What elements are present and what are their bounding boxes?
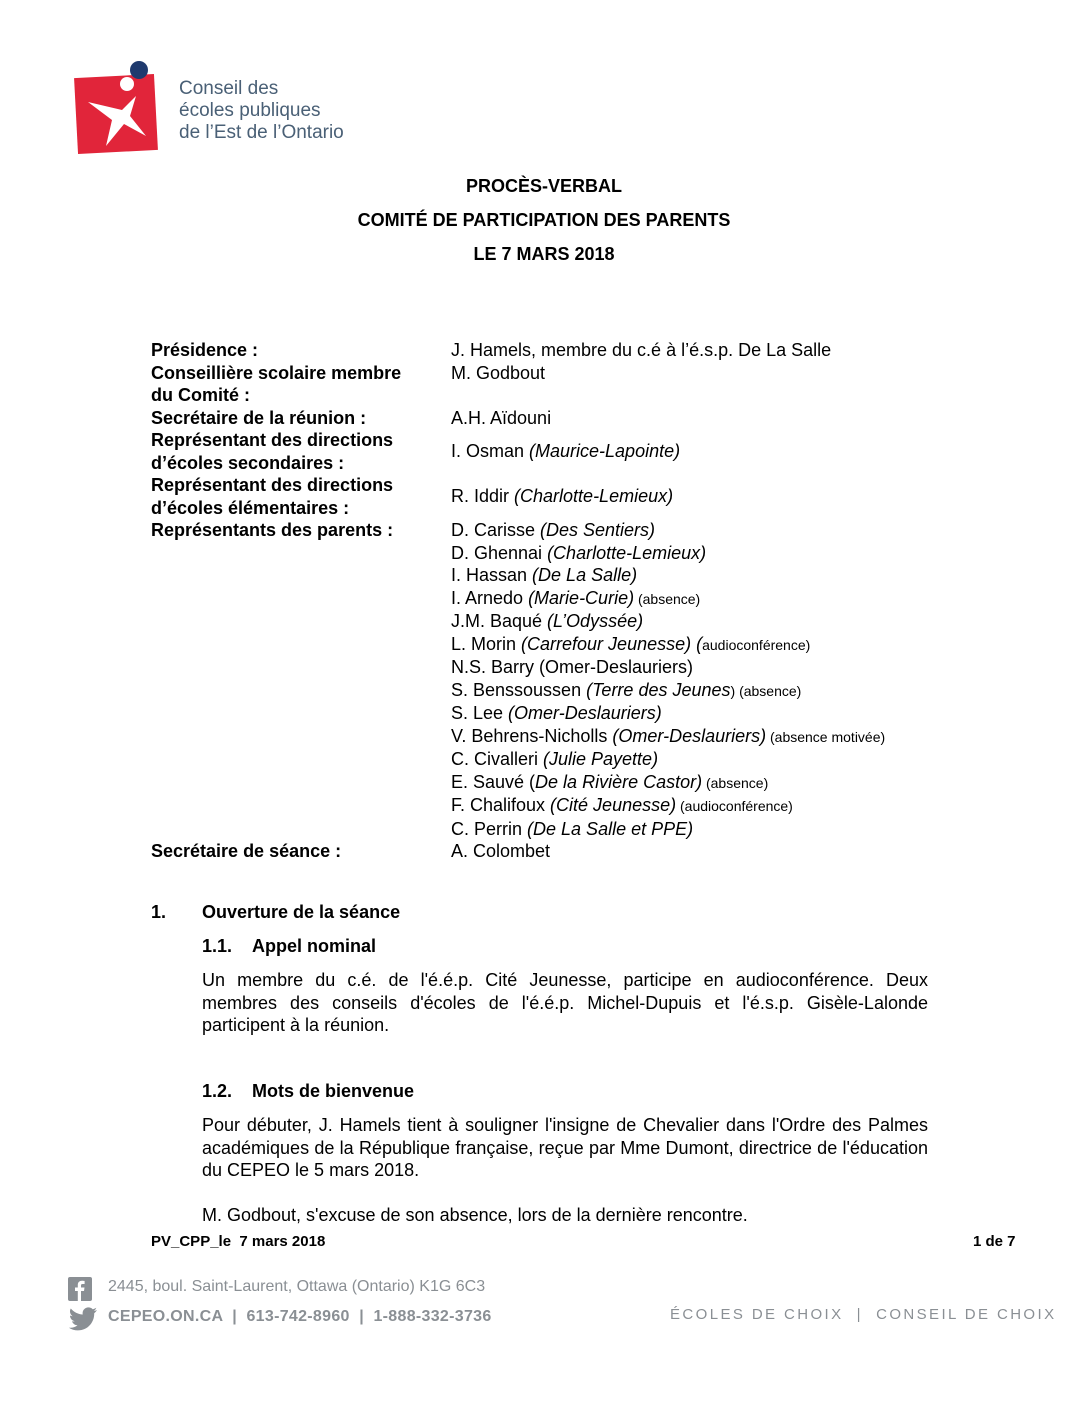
- school-name: (Des Sentiers): [540, 520, 656, 540]
- person-name: D. Carisse: [451, 520, 541, 540]
- roster-value: A. Colombet: [451, 841, 551, 861]
- roster-label-line: Conseillière scolaire membre: [151, 362, 402, 383]
- person-name: I. Arnedo: [451, 587, 529, 608]
- footer-contact: CEPEO.ON.CA | 613-742-8960 | 1-888-332-3736: [108, 1308, 492, 1325]
- roster-label-line: du Comité :: [151, 385, 250, 405]
- parent-representative: [451, 679, 885, 703]
- school-name: De la Rivière Castor): [535, 771, 703, 792]
- letterhead-footer: [66, 1276, 1086, 1336]
- parent-representative: [451, 564, 885, 587]
- facebook-icon[interactable]: [68, 1277, 92, 1301]
- logo-line-3: de l’Est de l’Ontario: [179, 122, 344, 143]
- school-name: (De La Salle et PPE): [527, 818, 694, 839]
- attendance-note: (audioconférence): [676, 798, 793, 814]
- person-name: C. Civalleri: [451, 749, 544, 769]
- logo-line-2: écoles publiques: [179, 100, 321, 121]
- roster-label: [151, 362, 451, 407]
- parent-representative: [451, 633, 885, 657]
- doc-title: PROCÈS-VERBAL: [465, 176, 622, 196]
- person-name: S. Lee: [451, 703, 509, 723]
- parent-representative: [451, 748, 885, 771]
- parent-representative: [451, 702, 885, 725]
- parent-representative: [451, 610, 885, 633]
- roster-label: Présidence :: [151, 340, 259, 360]
- cepeo-logo: [74, 60, 374, 155]
- person-name: V. Behrens-Nicholls: [451, 725, 613, 746]
- roster-value: [451, 485, 673, 508]
- roster-label: [151, 474, 451, 519]
- school-name: (Charlotte-Lemieux): [547, 542, 707, 563]
- school-name: (Maurice-Lapointe): [529, 441, 681, 462]
- attendance-note: (absence): [634, 590, 701, 607]
- paragraph-appel-nominal: Un membre du c.é. de l'é.é.p. Cité Jeunesse, participe en audioconférence. Deux membres des conseils d'écoles de l'é.é.p. Michel-Dupuis et l'é.s.p. Gisèle-Lalonde participent à la réunion.: [202, 970, 928, 1035]
- parent-representative: [451, 725, 885, 749]
- roster-value: A.H. Aïdouni: [451, 407, 552, 428]
- school-name: (Omer-Deslauriers): [508, 703, 662, 723]
- person-name: E. Sauvé (: [451, 771, 536, 792]
- person-name: N.S. Barry (Omer-Deslauriers): [451, 657, 694, 677]
- roster-value: M. Godbout: [451, 362, 546, 383]
- twitter-icon[interactable]: [68, 1307, 98, 1331]
- parent-representative: [451, 542, 885, 565]
- document-id: PV_CPP_le 7 mars 2018: [151, 1233, 326, 1250]
- school-name: (L’Odyssée): [547, 611, 644, 631]
- person-name: L. Morin: [451, 633, 522, 654]
- paragraph-godbout: M. Godbout, s'excuse de son absence, lors de la dernière rencontre.: [202, 1205, 748, 1225]
- parents-list: [451, 519, 885, 840]
- roster-label: [151, 429, 451, 474]
- footer-address: 2445, boul. Saint-Laurent, Ottawa (Ontario) K1G 6C3: [108, 1278, 486, 1295]
- person-name: I. Hassan: [451, 565, 533, 585]
- roster-row-rep-secondaires: [151, 429, 971, 474]
- school-name: (Julie Payette): [543, 749, 659, 769]
- roster-value: [451, 440, 680, 463]
- attendance-roster: [151, 339, 971, 863]
- parent-representative: [451, 771, 885, 795]
- person-name: I. Osman: [451, 441, 530, 462]
- subsection-title: Appel nominal: [252, 936, 377, 956]
- subsection-heading-1-1: [202, 936, 376, 957]
- roster-label: Secrétaire de séance :: [151, 841, 342, 861]
- roster-value: J. Hamels, membre du c.é à l’é.s.p. De La Salle: [451, 340, 832, 360]
- attendance-note: audioconférence): [702, 636, 811, 653]
- roster-label-line: Représentant des directions: [151, 475, 394, 495]
- subsection-heading-1-2: [202, 1081, 414, 1102]
- parent-representative: [451, 818, 885, 841]
- meeting-date: LE 7 MARS 2018: [473, 244, 615, 264]
- person-name: D. Ghennai: [451, 542, 548, 563]
- logo-line-1: Conseil des: [179, 78, 279, 99]
- attendance-note: (absence motivée): [766, 728, 886, 745]
- school-name: (Omer-Deslauriers): [612, 725, 767, 746]
- document-titles: [0, 172, 1088, 274]
- roster-row-conseillere: [151, 362, 971, 407]
- parent-representative: [451, 794, 885, 818]
- footer-slogan: ÉCOLES DE CHOIX | CONSEIL DE CHOIX: [670, 1306, 1057, 1323]
- subsection-number: 1.1.: [202, 936, 233, 956]
- roster-label-line: d’écoles secondaires :: [151, 452, 345, 473]
- page-number: 1 de 7: [973, 1233, 1016, 1250]
- school-name: (Carrefour Jeunesse) (: [521, 633, 703, 654]
- subsection-number: 1.2.: [202, 1081, 233, 1101]
- roster-row-presidence: [151, 339, 971, 362]
- parent-representative: [451, 656, 885, 679]
- person-name: R. Iddir: [451, 486, 515, 507]
- attendance-note: ) (absence): [730, 682, 802, 699]
- roster-label: Représentants des parents :: [151, 520, 394, 540]
- committee-title: COMITÉ DE PARTICIPATION DES PARENTS: [357, 210, 731, 230]
- school-name: (Cité Jeunesse): [550, 795, 677, 815]
- roster-row-parents: [151, 519, 971, 840]
- roster-row-secretaire-seance: [151, 840, 971, 863]
- roster-row-rep-elementaires: [151, 474, 971, 519]
- school-name: (Terre des Jeunes: [586, 679, 731, 700]
- roster-label: Secrétaire de la réunion :: [151, 407, 367, 428]
- section-title: Ouverture de la séance: [202, 902, 401, 922]
- parent-representative: [451, 587, 885, 611]
- subsection-title: Mots de bienvenue: [252, 1081, 415, 1101]
- person-name: C. Perrin: [451, 818, 528, 839]
- person-name: S. Benssoussen: [451, 679, 587, 700]
- section-number: 1.: [151, 902, 167, 922]
- person-name: F. Chalifoux: [451, 795, 551, 815]
- roster-label-line: d’écoles élémentaires :: [151, 497, 350, 518]
- parent-representative: [451, 519, 885, 542]
- roster-label-line: Représentant des directions: [151, 430, 394, 450]
- cepeo-logo-mark: [74, 60, 174, 155]
- school-name: (Marie-Curie): [528, 587, 635, 608]
- person-name: J.M. Baqué: [451, 611, 548, 631]
- attendance-note: (absence): [702, 774, 769, 791]
- paragraph-mots-bienvenue: Pour débuter, J. Hamels tient à souligner l'insigne de Chevalier dans l'Ordre des Palmes académiques de la République française, reçue par Mme Dumont, directrice de l'éducation du CEPEO le 5 mars 2018.: [202, 1115, 928, 1180]
- roster-row-secretaire-reunion: [151, 407, 971, 430]
- school-name: (De La Salle): [532, 565, 638, 585]
- logo-wordmark: [179, 78, 344, 144]
- school-name: (Charlotte-Lemieux): [514, 486, 674, 507]
